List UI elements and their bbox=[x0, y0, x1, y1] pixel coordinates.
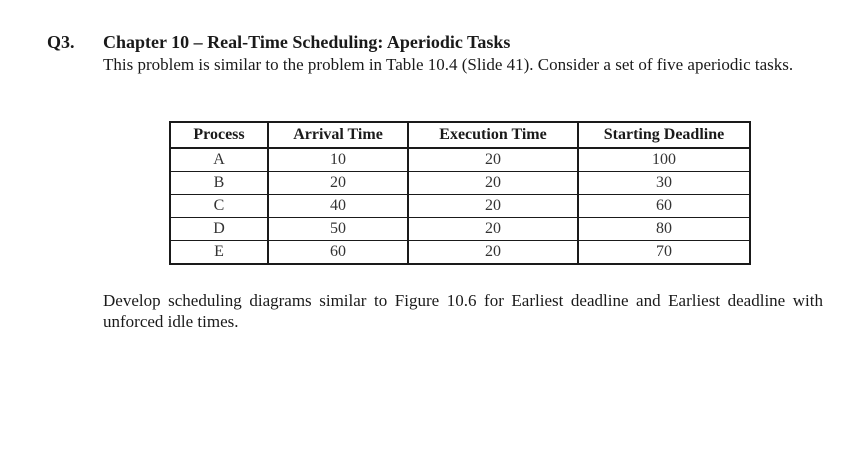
header-process: Process bbox=[170, 122, 268, 148]
cell-execution-time: 20 bbox=[408, 195, 578, 218]
table-header-row bbox=[170, 122, 750, 148]
problem-instructions: Develop scheduling diagrams similar to Figure 10.6 for Earliest deadline and Earliest deadline with unforced idle times. bbox=[103, 291, 823, 331]
cell-arrival-time: 20 bbox=[268, 172, 408, 195]
table-row bbox=[170, 148, 750, 172]
cell-arrival-time: 10 bbox=[268, 148, 408, 172]
question-number: Q3. bbox=[47, 32, 75, 52]
cell-execution-time: 20 bbox=[408, 172, 578, 195]
cell-arrival-time: 60 bbox=[268, 241, 408, 265]
header-starting-deadline: Starting Deadline bbox=[578, 122, 750, 148]
cell-process: C bbox=[170, 195, 268, 218]
cell-execution-time: 20 bbox=[408, 241, 578, 265]
cell-execution-time: 20 bbox=[408, 148, 578, 172]
cell-process: D bbox=[170, 218, 268, 241]
header-execution-time: Execution Time bbox=[408, 122, 578, 148]
cell-process: E bbox=[170, 241, 268, 265]
table-row bbox=[170, 195, 750, 218]
table-row bbox=[170, 241, 750, 265]
cell-arrival-time: 40 bbox=[268, 195, 408, 218]
table-row bbox=[170, 218, 750, 241]
cell-process: A bbox=[170, 148, 268, 172]
cell-starting-deadline: 60 bbox=[578, 195, 750, 218]
cell-starting-deadline: 80 bbox=[578, 218, 750, 241]
problem-intro: This problem is similar to the problem in Table 10.4 (Slide 41). Consider a set of five aperiodic tasks. bbox=[103, 55, 794, 74]
header-arrival-time: Arrival Time bbox=[268, 122, 408, 148]
cell-execution-time: 20 bbox=[408, 218, 578, 241]
table-row bbox=[170, 172, 750, 195]
aperiodic-tasks-table bbox=[169, 121, 751, 265]
cell-starting-deadline: 70 bbox=[578, 241, 750, 265]
cell-process: B bbox=[170, 172, 268, 195]
cell-starting-deadline: 100 bbox=[578, 148, 750, 172]
cell-arrival-time: 50 bbox=[268, 218, 408, 241]
question-heading: Chapter 10 – Real-Time Scheduling: Aperiodic Tasks bbox=[103, 32, 511, 52]
cell-starting-deadline: 30 bbox=[578, 172, 750, 195]
